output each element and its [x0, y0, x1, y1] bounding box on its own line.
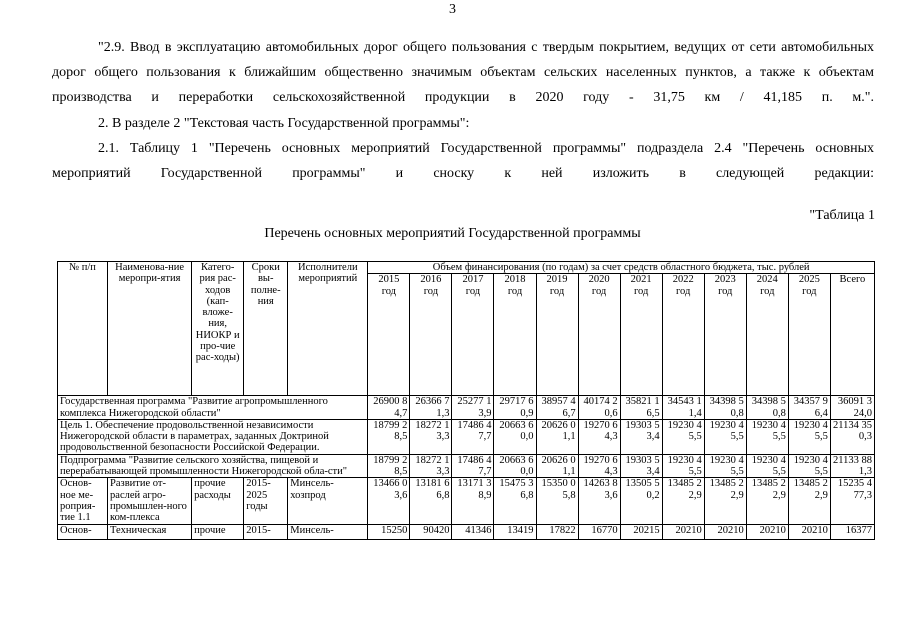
header-row-1	[58, 262, 875, 274]
funding-value: 41346	[452, 524, 494, 539]
row-num: Основ-ное ме-роприя-тие 1.1	[58, 478, 108, 524]
funding-value: 25277 13,9	[452, 396, 494, 420]
funding-value: 36091 324,0	[830, 396, 874, 420]
table-title: Перечень основных мероприятий Государственной программы	[264, 226, 641, 241]
table-label: "Таблица 1	[809, 208, 875, 223]
funding-value: 15250	[368, 524, 410, 539]
table-row	[58, 454, 875, 478]
funding-value: 13419	[494, 524, 536, 539]
row-name: Техническая	[108, 524, 192, 539]
table-row	[58, 524, 875, 539]
header-category: Катего-рия рас-ходов (кап-вложе-ния, НИОКР и про-чие рас-ходы)	[192, 262, 244, 396]
funding-value: 15350 05,8	[536, 478, 578, 524]
funding-value: 20626 01,1	[536, 419, 578, 454]
header-year: 2016 год	[410, 274, 452, 396]
funding-value: 20215	[620, 524, 662, 539]
header-year: 2022 год	[662, 274, 704, 396]
funding-value: 20663 60,0	[494, 419, 536, 454]
funding-value: 19270 64,3	[578, 419, 620, 454]
header-year: 2024 год	[746, 274, 788, 396]
paragraph-section-2: 2. В разделе 2 "Текстовая часть Государственной программы":	[98, 116, 470, 131]
funding-value: 20210	[746, 524, 788, 539]
funding-value: 13505 50,2	[620, 478, 662, 524]
funding-value: 15475 36,8	[494, 478, 536, 524]
funding-value: 16377	[830, 524, 874, 539]
funding-value: 18799 28,5	[368, 419, 410, 454]
funding-value: 13485 22,9	[704, 478, 746, 524]
funding-value: 13485 22,9	[662, 478, 704, 524]
funding-value: 29717 60,9	[494, 396, 536, 420]
header-year: 2019 год	[536, 274, 578, 396]
funding-value: 34357 96,4	[788, 396, 830, 420]
funding-value: 19230 45,5	[746, 454, 788, 478]
funding-value: 19230 45,5	[788, 419, 830, 454]
funding-value: 20210	[704, 524, 746, 539]
funding-value: 17822	[536, 524, 578, 539]
funding-value: 19230 45,5	[704, 419, 746, 454]
funding-value: 34398 50,8	[746, 396, 788, 420]
funding-value: 35821 16,5	[620, 396, 662, 420]
funding-value: 20663 60,0	[494, 454, 536, 478]
funding-value: 19230 45,5	[704, 454, 746, 478]
row-category: прочие расходы	[192, 478, 244, 524]
funding-value: 17486 47,7	[452, 454, 494, 478]
table-row	[58, 396, 875, 420]
funding-value: 26900 84,7	[368, 396, 410, 420]
header-year: 2018 год	[494, 274, 536, 396]
funding-value: 38957 46,7	[536, 396, 578, 420]
row-executors: Минсель-хозпрод	[288, 478, 368, 524]
paragraph-2-9: "2.9. Ввод в эксплуатацию автомобильных дорог общего пользования с твердым покрытием, ведущих от сети автомобильных дорог общего пользования к ближайшим общественно значимым объектам сельских населенных пунктов, а также к объектам производства и переработки сельскохозяйственной продукции в 2020 году - 31,75 км / 41,185 п. м.".	[52, 40, 874, 105]
header-year: 2020 год	[578, 274, 620, 396]
row-label: Подпрограмма "Развитие сельского хозяйства, пищевой и перерабатывающей промышленности Нижегородской обла-сти"	[58, 454, 368, 478]
funding-value: 19303 53,4	[620, 454, 662, 478]
funding-value: 26366 71,3	[410, 396, 452, 420]
funding-value: 20210	[662, 524, 704, 539]
row-label: Государственная программа "Развитие агропромышленного комплекса Нижегородской области"	[58, 396, 368, 420]
funding-value: 21133 881,3	[830, 454, 874, 478]
funding-value: 21134 350,3	[830, 419, 874, 454]
funding-value: 18272 13,3	[410, 419, 452, 454]
funding-value: 15235 477,3	[830, 478, 874, 524]
header-year: 2023 год	[704, 274, 746, 396]
funding-value: 13181 66,8	[410, 478, 452, 524]
table-row	[58, 478, 875, 524]
header-executors: Исполнители мероприятий	[288, 262, 368, 396]
header-year: 2021 год	[620, 274, 662, 396]
funding-value: 19230 45,5	[662, 454, 704, 478]
funding-value: 14263 83,6	[578, 478, 620, 524]
row-executors: Минсель-	[288, 524, 368, 539]
funding-value: 16770	[578, 524, 620, 539]
activities-table	[57, 261, 875, 540]
funding-value: 19303 53,4	[620, 419, 662, 454]
row-name: Развитие от-раслей агро-промышлен-ного ком-плекса	[108, 478, 192, 524]
funding-value: 19270 64,3	[578, 454, 620, 478]
funding-value: 19230 45,5	[788, 454, 830, 478]
funding-value: 19230 45,5	[662, 419, 704, 454]
funding-value: 13466 03,6	[368, 478, 410, 524]
header-year: Всего	[830, 274, 874, 396]
funding-value: 34398 50,8	[704, 396, 746, 420]
funding-value: 19230 45,5	[746, 419, 788, 454]
table-row	[58, 419, 875, 454]
header-num: № п/п	[58, 262, 108, 396]
funding-value: 13171 38,9	[452, 478, 494, 524]
row-label: Цель 1. Обеспечение продовольственной независимости Нижегородской области в параметрах, заданных Доктриной продовольственной безопасности Российской Федерации.	[58, 419, 368, 454]
header-year: 2017 год	[452, 274, 494, 396]
row-term: 2015-	[244, 524, 288, 539]
paragraph-table-1: 2.1. Таблицу 1 "Перечень основных мероприятий Государственной программы" подраздела 2.4 "Перечень основных мероприятий Государственной программы" и сноску к ней изложить в следующей редакции:	[52, 141, 874, 181]
row-category: прочие	[192, 524, 244, 539]
funding-value: 18799 28,5	[368, 454, 410, 478]
funding-value: 40174 20,6	[578, 396, 620, 420]
header-year: 2015 год	[368, 274, 410, 396]
funding-value: 13485 22,9	[746, 478, 788, 524]
funding-value: 20210	[788, 524, 830, 539]
funding-value: 17486 47,7	[452, 419, 494, 454]
funding-value: 18272 13,3	[410, 454, 452, 478]
row-num: Основ-	[58, 524, 108, 539]
row-term: 2015-2025 годы	[244, 478, 288, 524]
funding-value: 20626 01,1	[536, 454, 578, 478]
page-number: 3	[449, 2, 456, 17]
header-name: Наименова-ние меропри-ятия	[108, 262, 192, 396]
header-year: 2025 год	[788, 274, 830, 396]
funding-value: 90420	[410, 524, 452, 539]
funding-value: 34543 11,4	[662, 396, 704, 420]
header-funding: Объем финансирования (по годам) за счет средств областного бюджета, тыс. рублей	[368, 262, 875, 274]
funding-value: 13485 22,9	[788, 478, 830, 524]
header-term: Сроки вы-полне-ния	[244, 262, 288, 396]
